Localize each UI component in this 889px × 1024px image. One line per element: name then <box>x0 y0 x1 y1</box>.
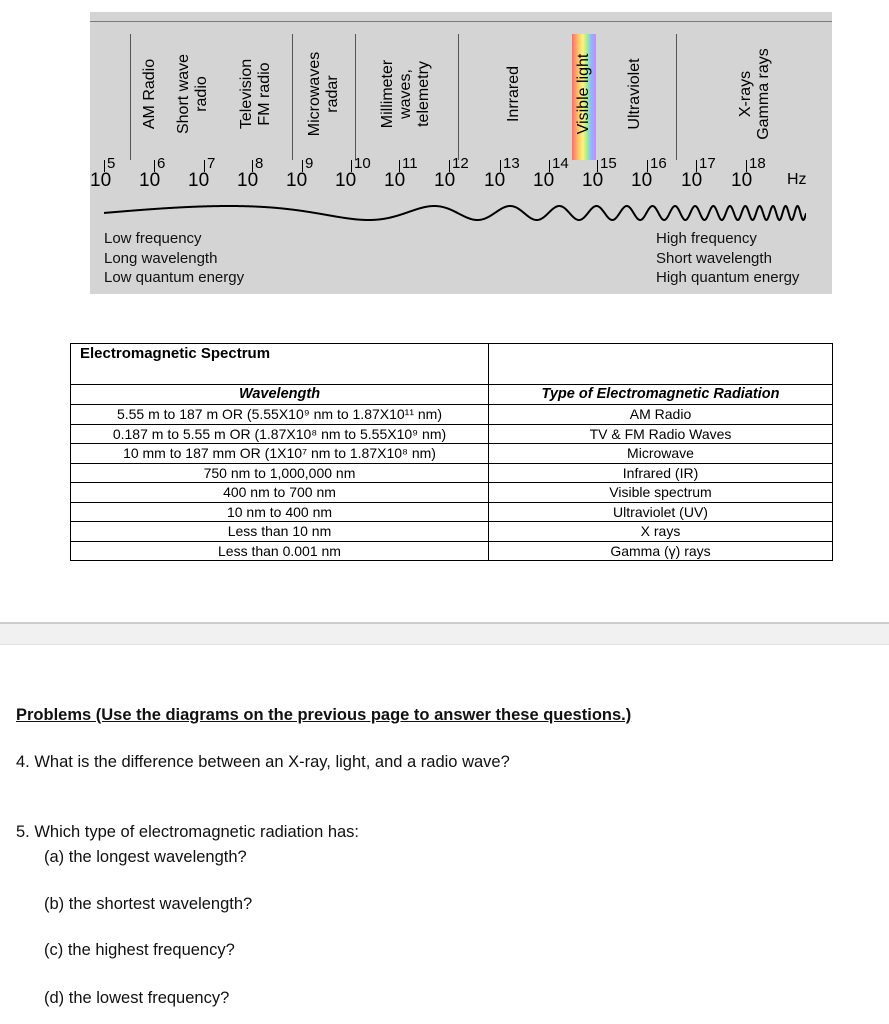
table-row <box>71 405 833 425</box>
axis-base: 10 <box>139 170 161 191</box>
axis-exponent: 9 <box>305 155 314 172</box>
band-television-fm <box>230 22 282 160</box>
table-row <box>71 502 833 522</box>
table-header-row <box>71 385 833 405</box>
em-spectrum-diagram <box>90 12 832 294</box>
note-line: Low frequency <box>104 230 202 247</box>
axis-base: 10 <box>335 170 357 191</box>
table-title-row <box>71 344 833 385</box>
axis-base: 10 <box>286 170 308 191</box>
table-row <box>71 483 833 503</box>
axis-base: 10 <box>237 170 259 191</box>
question-5b: (b) the shortest wavelength? <box>44 895 253 913</box>
band-label: X-rays Gamma rays <box>737 48 772 140</box>
question-4: 4. What is the difference between an X-ray, light, and a radio wave? <box>16 753 510 771</box>
band-label: Visible light <box>575 53 592 135</box>
band-label: Ultraviolet <box>626 58 643 130</box>
band-millimeter <box>358 22 454 160</box>
cell-wavelength: 400 nm to 700 nm <box>71 483 489 503</box>
cell-type: Microwave <box>489 444 833 464</box>
band-short-wave <box>168 22 218 160</box>
note-line: High quantum energy <box>656 269 800 286</box>
axis-base: 10 <box>631 170 653 191</box>
band-label: Inrrared <box>505 65 522 123</box>
axis-base: 10 <box>188 170 210 191</box>
axis-exponent: 17 <box>699 155 716 172</box>
note-line: Low quantum energy <box>104 269 245 286</box>
page-break <box>0 622 889 645</box>
question-5a: (a) the longest wavelength? <box>44 848 247 866</box>
axis-exponent: 15 <box>600 155 617 172</box>
cell-type: Gamma (γ) rays <box>489 541 833 561</box>
axis-exponent: 10 <box>354 155 371 172</box>
band-divider <box>458 34 459 160</box>
cell-wavelength: 750 nm to 1,000,000 nm <box>71 463 489 483</box>
axis-exponent: 6 <box>157 155 166 172</box>
axis-exponent: 12 <box>452 155 469 172</box>
band-divider <box>355 34 356 160</box>
frequency-axis <box>90 155 832 202</box>
cell-type: Infrared (IR) <box>489 463 833 483</box>
axis-exponent: 7 <box>207 155 216 172</box>
table-row <box>71 522 833 542</box>
axis-base: 10 <box>533 170 555 191</box>
axis-exponent: 18 <box>749 155 766 172</box>
high-frequency-notes <box>656 229 799 288</box>
axis-base: 10 <box>731 170 753 191</box>
cell-wavelength: 10 nm to 400 nm <box>71 502 489 522</box>
header-wavelength: Wavelength <box>71 385 489 405</box>
question-5d: (d) the lowest frequency? <box>44 989 230 1007</box>
cell-wavelength: 0.187 m to 5.55 m OR (1.87X10⁸ nm to 5.55X10⁹ nm) <box>71 424 489 444</box>
header-radiation-type: Type of Electromagnetic Radiation <box>489 385 833 405</box>
band-infrared <box>485 22 543 160</box>
cell-wavelength: 5.55 m to 187 m OR (5.55X10⁹ nm to 1.87X10¹¹ nm) <box>71 405 489 425</box>
note-line: Long wavelength <box>104 249 218 267</box>
band-label: AM Radio <box>141 58 158 130</box>
axis-exponent: 5 <box>107 155 116 172</box>
axis-exponent: 13 <box>503 155 520 172</box>
table-title-blank <box>489 344 833 385</box>
axis-base: 10 <box>384 170 406 191</box>
em-spectrum-table <box>70 343 833 561</box>
cell-type: X rays <box>489 522 833 542</box>
cell-wavelength: Less than 0.001 nm <box>71 541 489 561</box>
problems-heading: Problems (Use the diagrams on the previous page to answer these questions.) <box>16 706 632 724</box>
wave-illustration <box>104 198 806 228</box>
table-row <box>71 424 833 444</box>
axis-exponent: 16 <box>650 155 667 172</box>
band-label: Short wave radio <box>175 53 210 135</box>
question-5c: (c) the highest frequency? <box>44 941 235 959</box>
band-divider <box>130 34 131 160</box>
band-label: Television FM radio <box>238 58 273 130</box>
band-ultraviolet <box>605 22 665 160</box>
band-xray-gamma <box>710 22 800 160</box>
band-am-radio <box>132 22 168 160</box>
table-row <box>71 463 833 483</box>
band-divider <box>676 34 677 160</box>
axis-base: 10 <box>681 170 703 191</box>
band-label: Microwaves radar <box>306 51 341 137</box>
spectrum-bands <box>90 21 832 160</box>
question-5: 5. Which type of electromagnetic radiation has: <box>16 823 360 841</box>
band-visible-light <box>572 22 596 160</box>
band-label: Millimeter waves, telemetry <box>379 59 432 129</box>
cell-type: TV & FM Radio Waves <box>489 424 833 444</box>
band-divider <box>292 34 293 160</box>
cell-type: AM Radio <box>489 405 833 425</box>
table-title: Electromagnetic Spectrum <box>71 344 489 385</box>
cell-wavelength: 10 mm to 187 mm OR (1X10⁷ nm to 1.87X10⁸ nm) <box>71 444 489 464</box>
cell-type: Ultraviolet (UV) <box>489 502 833 522</box>
axis-base: 10 <box>582 170 604 191</box>
note-line: Short wavelength <box>656 249 772 267</box>
cell-type: Visible spectrum <box>489 483 833 503</box>
axis-base: 10 <box>434 170 456 191</box>
axis-exponent: 11 <box>402 155 418 172</box>
table-row <box>71 541 833 561</box>
axis-unit: Hz <box>787 171 807 188</box>
axis-base: 10 <box>90 170 112 191</box>
low-frequency-notes <box>104 229 244 288</box>
band-microwaves <box>298 22 350 160</box>
axis-exponent: 8 <box>255 155 264 172</box>
cell-wavelength: Less than 10 nm <box>71 522 489 542</box>
axis-exponent: 14 <box>552 155 569 172</box>
axis-base: 10 <box>484 170 506 191</box>
table-row <box>71 444 833 464</box>
note-line: High frequency <box>656 230 757 247</box>
